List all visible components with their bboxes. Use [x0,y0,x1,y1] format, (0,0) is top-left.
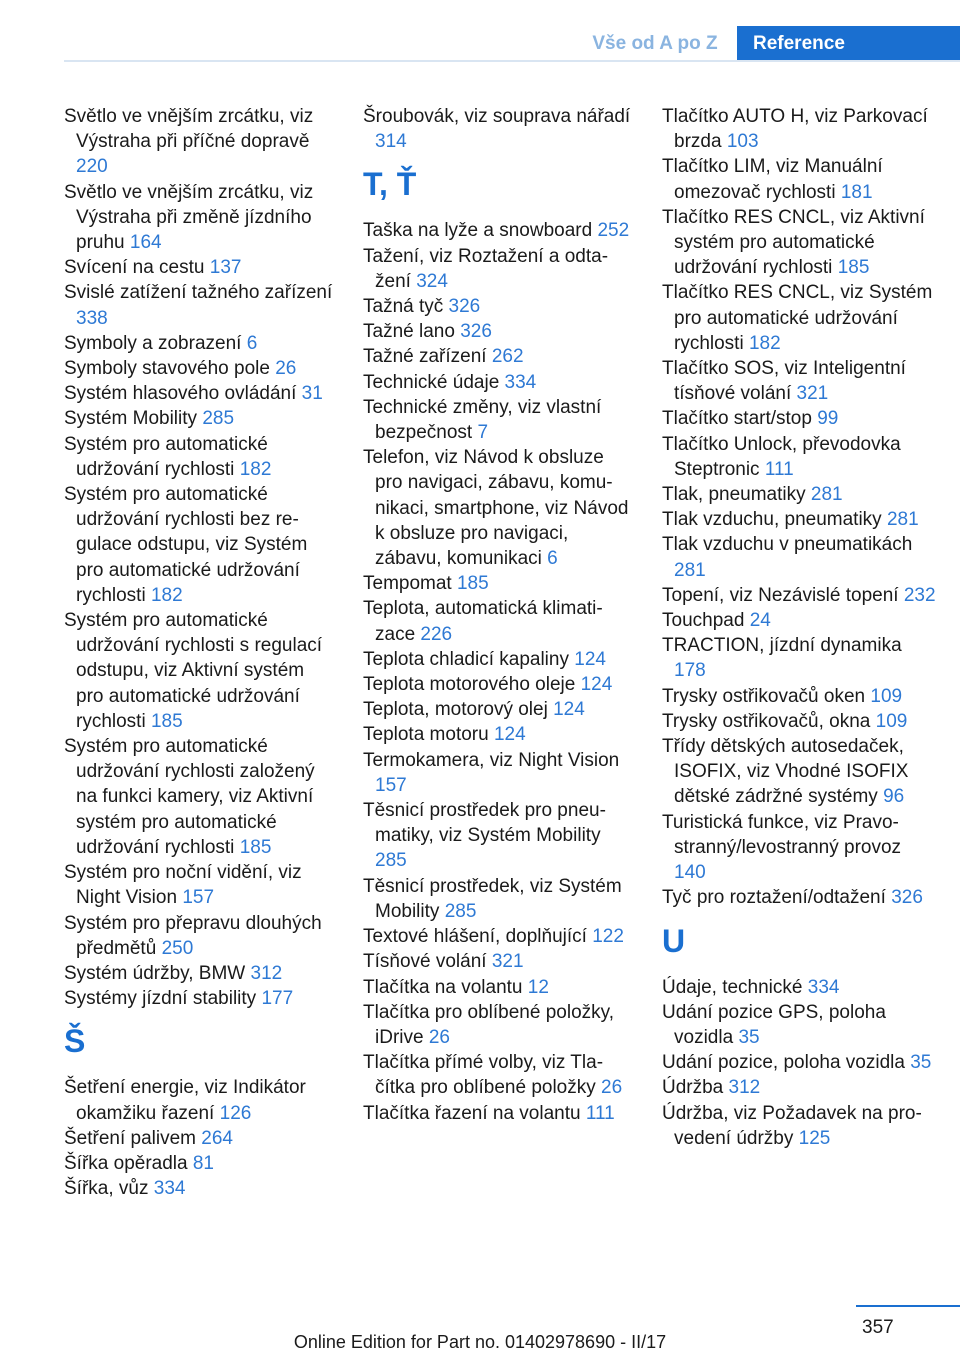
page-reference-link[interactable]: 12 [527,976,549,998]
page-reference-link[interactable]: 111 [764,458,794,480]
index-entry-text: Touchpad [662,610,745,632]
page-reference-link[interactable]: 321 [796,383,829,405]
index-entry-text: Telefon, viz Návod k obsluze pro navigaci, zábavu, komunikaci, smartphone, viz Návod k obsluze pro navigaci, zábavu, komunikaci [363,447,629,570]
index-entry [64,482,336,608]
index-entry-text: Tažná tyč [363,296,444,318]
index-entry-text: Technické údaje [363,371,500,393]
index-entry [64,1151,336,1176]
page-reference-link[interactable]: 314 [375,131,407,153]
index-entry-text: Systém pro automatické udržování rychlosti bez regulace odstupu, viz Systém pro automatické udržování rychlosti [64,484,308,606]
index-entry-text: Systém pro automatické udržování rychlosti [64,433,268,480]
page-reference-link[interactable]: 35 [738,1026,760,1048]
page-reference-link[interactable]: 226 [420,623,453,645]
index-entry-text: Systém hlasového ovládání [64,383,297,405]
index-entry [662,406,938,431]
index-entry [662,810,938,886]
index-entry [64,1176,336,1201]
index-entry-text: Tyč pro roztažení/odtažení [662,887,886,909]
index-entry-text: Tlak, pneumatiky [662,484,806,506]
edition-note: Online Edition for Part no. 01402978690 - II/17 [293,1332,667,1352]
header-divider [64,60,960,62]
index-entry [662,532,938,582]
index-entry-text: Systém pro automatické udržování rychlosti založený na funkci kamery, viz Aktivní systém pro automatické udržování rychlosti [64,736,315,858]
page-reference-link[interactable]: 182 [748,332,781,354]
index-entry-text: Udání pozice GPS, poloha vozidla [662,1001,886,1048]
index-entry-text: Svislé zatížení tažného zařízení [64,282,333,304]
page-reference-link[interactable]: 326 [460,321,492,343]
index-entry-text: Tlačítko LIM, viz Manuální omezovač rychlosti [662,156,883,203]
index-entry-text: Tlačítko Unlock, převodovka Steptronic [662,433,901,480]
page-reference-link[interactable]: 178 [674,660,706,682]
page-number: 357 [862,1317,894,1338]
page-reference-link[interactable]: 185 [150,710,183,732]
index-entry [363,571,635,596]
index-entry [363,344,635,369]
index-entry [363,395,635,445]
index-entry-text: Šetření energie, viz Indikátor okamžiku řazení [64,1077,306,1124]
index-entry-text: Svícení na cestu [64,257,205,279]
page-reference-link[interactable]: 252 [597,220,630,242]
index-entry [64,280,336,330]
index-entry-text: Údržba, viz Požadavek na provedení údržby [662,1102,922,1149]
index-entry-text: Tlačítko AUTO H, viz Parkovací brzda [662,106,928,153]
index-entry [64,986,336,1011]
page-reference-link[interactable]: 281 [674,559,706,581]
index-entry [64,180,336,256]
page-reference-link[interactable]: 285 [375,850,407,872]
index-entry [363,748,635,798]
page-reference-link[interactable]: 181 [840,181,873,203]
index-entry [363,244,635,294]
index-entry-text: Šetření palivem [64,1127,197,1149]
index-entry-text: Tlačítka přímé volby, viz Tlačítka pro oblíbené položky [363,1052,604,1099]
index-entry [64,1075,336,1125]
page-reference-link[interactable]: 103 [726,131,759,153]
index-entry [363,697,635,722]
index-entry-text: Systém pro automatické udržování rychlosti s regulací odstupu, viz Aktivní systém pro automatické udržování rychlosti [64,610,323,732]
index-entry-text: Topení, viz Nezávislé topení [662,584,899,606]
page-reference-link[interactable]: 26 [275,358,297,380]
index-entry-text: Systém údržby, BMW [64,962,246,984]
page-reference-link[interactable]: 164 [129,232,162,254]
index-entry-text: Tlačítka pro oblíbené položky, iDrive [363,1001,615,1048]
index-entry [662,583,938,608]
page-reference-link[interactable]: 334 [807,976,840,998]
page-reference-link[interactable]: 96 [883,786,905,808]
index-entry-text: Tažné zařízení [363,346,487,368]
page-reference-link[interactable]: 124 [553,699,585,721]
index-entry-text: Udání pozice, poloha vozidla [662,1052,905,1074]
page-reference-link[interactable]: 24 [749,610,771,632]
page-reference-link[interactable]: 6 [246,332,258,354]
index-entry-text: Systém pro noční vidění, viz Night Vision [64,862,302,909]
index-entry-text: Trysky ostřikovačů, okna [662,710,871,732]
index-entry [662,205,938,281]
index-entry-text: Tlačítko RES CNCL, viz Systém pro automatické udržování rychlosti [662,282,933,354]
index-entry [662,1050,938,1075]
index-entry-text: Tažné lano [363,321,455,343]
section-tab[interactable]: Reference [737,26,960,62]
index-letter-heading: Š [64,1023,86,1060]
page-reference-link[interactable]: 122 [592,926,624,948]
index-column-1 [64,104,336,1201]
index-entry [363,1000,635,1050]
index-entry-text: Trysky ostřikovačů oken [662,685,866,707]
index-entry-text: Teplota chladicí kapaliny [363,648,569,670]
index-entry [662,154,938,204]
index-entry [64,331,336,356]
index-entry-text: Šířka, vůz [64,1178,149,1200]
page-reference-link[interactable]: 324 [416,270,448,292]
page-reference-link[interactable]: 182 [239,458,272,480]
index-entry [363,596,635,646]
page-reference-link[interactable]: 125 [798,1127,831,1149]
index-entry-text: Tažení, viz Roztažení a odtažení [363,245,609,292]
index-entry [662,356,938,406]
page-reference-link[interactable]: 7 [477,422,489,444]
index-entry [662,709,938,734]
index-entry [64,255,336,280]
index-entry-text: Taška na lyže a snowboard [363,220,593,242]
index-entry [363,1101,635,1126]
index-entry [662,280,938,356]
page-reference-link[interactable]: 31 [301,383,323,405]
index-entry [662,608,938,633]
index-entry [363,722,635,747]
index-entry-text: Tlačítko start/stop [662,408,812,430]
index-entry [662,734,938,810]
page-reference-link[interactable]: 35 [910,1052,932,1074]
page-reference-link[interactable]: 264 [201,1127,233,1149]
index-entry [662,482,938,507]
page-reference-link[interactable]: 81 [192,1152,214,1174]
index-entry-text: Světlo ve vnějším zrcátku, viz Výstraha při změně jízdního pruhu [64,181,314,254]
index-entry [64,381,336,406]
index-entry-text: Údržba [662,1077,724,1099]
page-reference-link[interactable]: 182 [150,584,183,606]
index-entry [64,356,336,381]
index-entry-text: Údaje, technické [662,976,803,998]
page-reference-link[interactable]: 285 [202,408,235,430]
index-entry [363,874,635,924]
index-entry [662,1101,938,1151]
page-reference-link[interactable]: 6 [547,548,558,570]
index-entry [363,445,635,571]
index-entry-text: Turistická funkce, viz Pravostranný/levostranný provoz [662,811,902,858]
index-entry-text: Tlačítko SOS, viz Inteligentní tísňové volání [662,358,906,405]
page-reference-link[interactable]: 140 [674,862,706,884]
page-reference-link[interactable]: 157 [375,774,407,796]
page-reference-link[interactable]: 157 [182,887,215,909]
page-reference-link[interactable]: 281 [810,484,843,506]
page-reference-link[interactable]: 177 [261,988,294,1010]
index-entry-text: Symboly stavového pole [64,358,270,380]
page-reference-link[interactable]: 285 [444,900,477,922]
index-entry-text: TRACTION, jízdní dynamika [662,635,902,657]
page-reference-link[interactable]: 312 [250,962,283,984]
page-reference-link[interactable]: 334 [504,371,537,393]
index-entry [662,432,938,482]
index-entry-text: Tlak vzduchu, pneumatiky [662,509,882,531]
index-entry [662,1000,938,1050]
index-entry [662,507,938,532]
index-letter-heading: T, Ť [363,166,417,203]
page-reference-link[interactable]: 232 [903,584,936,606]
index-entry-text: Tlačítka na volantu [363,976,523,998]
index-entry-text: Těsnicí prostředek, viz Systém Mobility [363,875,622,922]
index-column-2 [363,104,635,1126]
index-entry-text: Tlačítka řazení na volantu [363,1102,581,1124]
index-entry [662,1075,938,1100]
footer-divider [856,1305,960,1307]
page-reference-link[interactable]: 250 [161,937,194,959]
index-entry [363,218,635,243]
index-entry [363,924,635,949]
index-entry [363,370,635,395]
index-entry [64,734,336,860]
index-entry [363,294,635,319]
index-entry [363,672,635,697]
page-reference-link[interactable]: 124 [574,648,606,670]
index-entry-text: Třídy dětských autosedaček, ISOFIX, viz Vhodné ISOFIX dětské zádržné systémy [662,736,909,808]
index-entry [363,798,635,874]
index-entry [64,104,336,180]
index-column-3 [662,104,938,1151]
index-letter-heading: U [662,922,686,959]
index-entry-text: Systém pro přepravu dlouhých předmětů [64,912,322,959]
index-entry [363,647,635,672]
breadcrumb-tab[interactable]: Vše od A po Z [592,33,718,54]
index-entry [64,1126,336,1151]
page-reference-link[interactable]: 26 [428,1026,450,1048]
page-header [0,0,960,62]
page-reference-link[interactable]: 26 [601,1077,623,1099]
index-entry [662,633,938,683]
index-entry [64,406,336,431]
page-reference-link[interactable]: 326 [448,296,481,318]
page-reference-link[interactable]: 124 [580,674,613,696]
index-entry-text: Teplota motoru [363,724,489,746]
page-reference-link[interactable]: 334 [153,1178,186,1200]
index-entry-text: Systémy jízdní stability [64,988,257,1010]
index-entry [363,949,635,974]
index-entry [662,104,938,154]
index-entry-text: Tlačítko RES CNCL, viz Aktivní systém pro automatické udržování rychlosti [662,206,925,279]
page-reference-link[interactable]: 137 [209,257,242,279]
index-entry-text: Technické změny, viz vlastní bezpečnost [363,396,602,444]
index-entry-text: Těsnicí prostředek pro pneumatiky, viz Systém Mobility [363,800,606,847]
index-entry-text: Termokamera, viz Night Vision [363,749,620,771]
index-entry [662,975,938,1000]
index-entry-text: Šířka opěradla [64,1152,188,1174]
index-entry-text: Teplota, motorový olej [363,699,548,721]
index-entry-text: Textové hlášení, doplňující [363,926,587,948]
index-entry-text: Tlak vzduchu v pneumatikách [662,534,913,556]
page-reference-link[interactable]: 338 [76,307,108,329]
index-entry-text: Systém Mobility [64,408,198,430]
index-entry-text: Šroubovák, viz souprava nářadí [363,106,631,127]
page-reference-link[interactable]: 109 [870,685,903,707]
page-reference-link[interactable]: 185 [837,257,870,279]
page-reference-link[interactable]: 185 [456,573,489,595]
index-entry [363,104,635,154]
index-entry [64,432,336,482]
page-reference-link[interactable]: 185 [239,836,272,858]
page-reference-link[interactable]: 262 [491,346,524,368]
index-entry [64,860,336,910]
page-reference-link[interactable]: 109 [875,710,908,732]
index-entry-text: Teplota motorového oleje [363,674,576,696]
index-entry [363,1050,635,1100]
page-reference-link[interactable]: 111 [585,1102,615,1124]
index-entry [662,684,938,709]
index-entry [363,319,635,344]
index-entry [64,961,336,986]
page-reference-link[interactable]: 321 [491,951,524,973]
index-entry [363,975,635,1000]
page-reference-link[interactable]: 281 [886,509,919,531]
index-entry-text: Světlo ve vnějším zrcátku, viz Výstraha při příčné dopravě [64,106,314,153]
page-reference-link[interactable]: 99 [817,408,839,430]
index-entry [64,608,336,734]
page-reference-link[interactable]: 220 [76,156,108,178]
index-entry [662,885,938,910]
index-entry-text: Teplota, automatická klimatizace [363,598,603,645]
page-reference-link[interactable]: 124 [493,724,526,746]
index-entry-text: Tempomat [363,573,452,595]
page-reference-link[interactable]: 126 [219,1102,252,1124]
page-reference-link[interactable]: 326 [891,887,923,909]
index-entry-text: Symboly a zobrazení [64,332,242,354]
index-entry-text: Tísňové volání [363,951,487,973]
page-reference-link[interactable]: 312 [728,1077,761,1099]
index-entry [64,911,336,961]
